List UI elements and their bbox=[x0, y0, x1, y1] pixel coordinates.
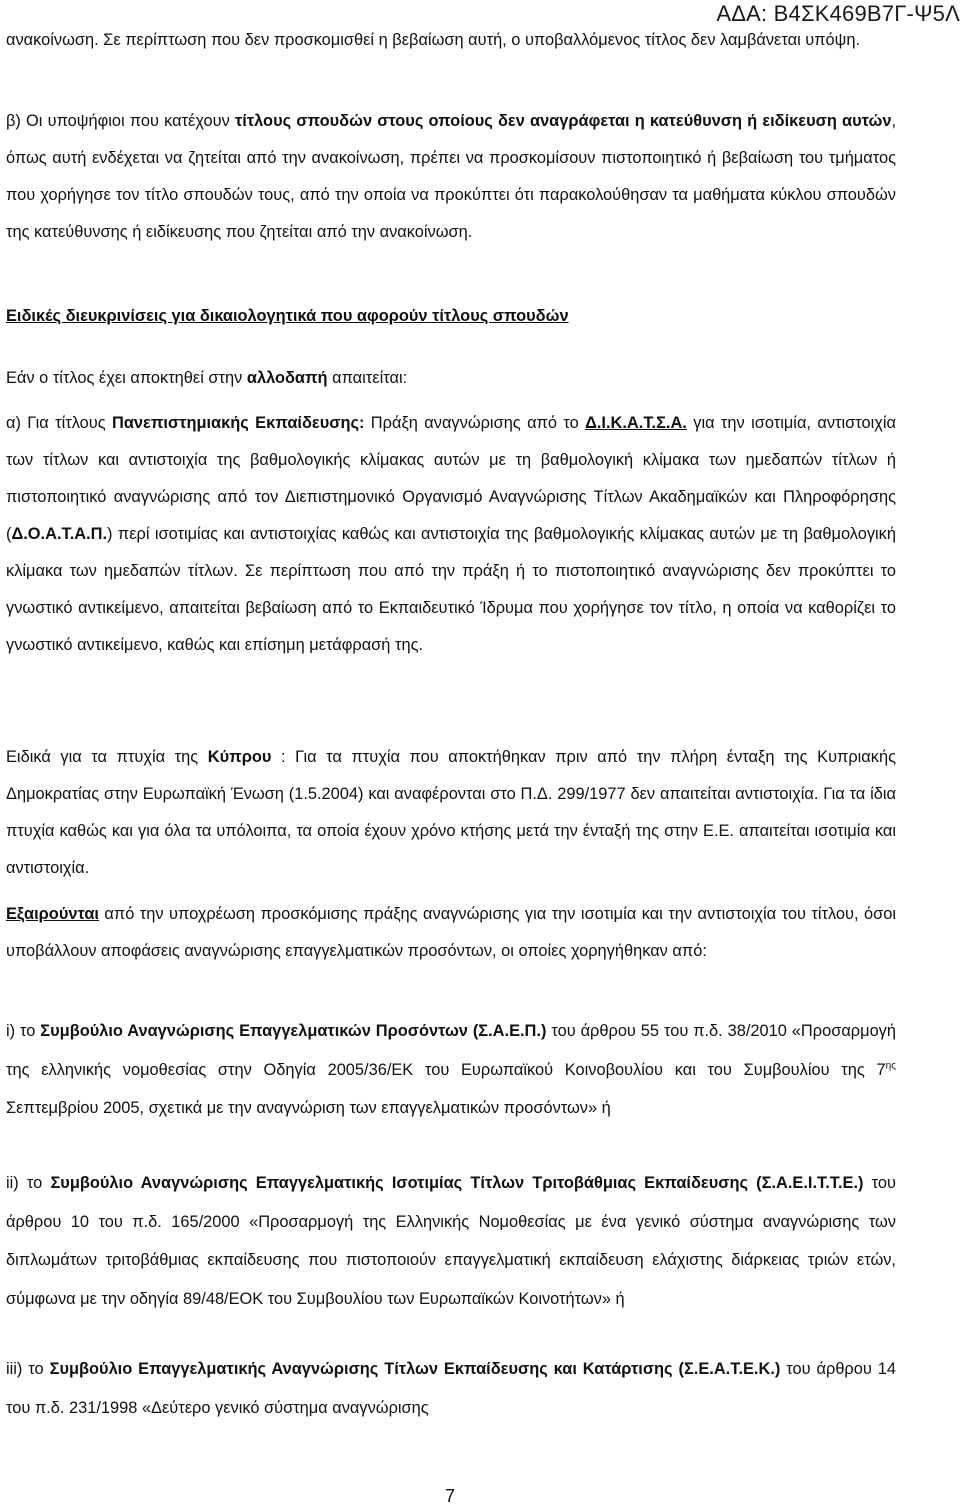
text: Πράξη αναγνώρισης από το bbox=[364, 414, 586, 432]
paragraph-continuation bbox=[6, 22, 896, 59]
bold-text: Συμβούλιο Αναγνώρισης Επαγγελματικής Ισοτιμίας Τίτλων Τριτοβάθμιας Εκπαίδευσης (Σ.Α.Ε.Ι.Τ.Τ.Ε.) bbox=[50, 1174, 864, 1192]
paragraph-ii-saeitte bbox=[6, 1164, 896, 1318]
paragraph-b bbox=[6, 103, 896, 251]
text: του άρθρου 55 του π.δ. 38/2010 «Προσαρμογή της ελληνικής νομοθεσίας στην Οδηγία 2005/36/ΕΚ του Ευρωπαϊκού Κοινοβουλίου και του Συμβουλίου της 7 bbox=[6, 1022, 896, 1079]
bold-underlined-text: Εξαιρούνται bbox=[6, 905, 99, 923]
text: i) το bbox=[6, 1022, 41, 1040]
superscript: ης bbox=[885, 1060, 896, 1072]
text: Εάν ο τίτλος έχει αποκτηθεί στην bbox=[6, 369, 247, 387]
paragraph-iii-seatek bbox=[6, 1350, 896, 1427]
text: , όπως αυτή ενδέχεται να ζητείται από την ανακοίνωση, πρέπει να προσκομίσουν πιστοποιητικό ή βεβαίωση του τμήματος που χορήγησε τον τίτλο σπουδών τους, από την οποία να προκύπτει ότι παρακολούθησαν τα μαθήματα κύκλου σπουδών της κατεύθυνσης ή ειδίκευσης που ζητείται από την ανακοίνωση. bbox=[6, 112, 897, 241]
bold-text: Συμβούλιο Αναγνώρισης Επαγγελματικών Προσόντων (Σ.Α.Ε.Π.) bbox=[40, 1022, 547, 1040]
bold-text: αλλοδαπή bbox=[246, 369, 328, 387]
text: iii) το bbox=[6, 1360, 50, 1378]
text: Σεπτεμβρίου 2005, σχετικά με την αναγνώριση των επαγγελματικών προσόντων» ή bbox=[6, 1099, 611, 1117]
section-heading: Ειδικές διευκρινίσεις για δικαιολογητικά που αφορούν τίτλους σπουδών bbox=[6, 307, 569, 325]
text: του άρθρου 14 του π.δ. 231/1998 «Δεύτερο γενικό σύστημα αναγνώρισης bbox=[6, 1360, 896, 1417]
text: Ειδικά για τα πτυχία της bbox=[6, 748, 208, 766]
text: από την υποχρέωση προσκόμισης πράξης αναγνώρισης για την ισοτιμία και την αντιστοιχία του τίτλου, όσοι υποβάλλουν αποφάσεις αναγνώρισης επαγγελματικών προσόντων, οι οποίες χορηγήθηκαν από: bbox=[6, 905, 896, 960]
paragraph-a-university bbox=[6, 405, 896, 664]
paragraph-cyprus bbox=[6, 739, 896, 887]
text: του άρθρου 10 του π.δ. 165/2000 «Προσαρμογή της Ελληνικής Νομοθεσίας με ένα γενικό σύστημα αναγνώρισης των διπλωμάτων τριτοβάθμιας εκπαίδευσης που πιστοποιούν επαγγελματική εκπαίδευση ελάχιστης διάρκειας τριών ετών, σύμφωνα με την οδηγία 89/48/ΕΟΚ του Συμβουλίου των Ευρωπαϊκών Κοινοτήτων» ή bbox=[6, 1174, 896, 1308]
bold-text: τίτλους σπουδών στους οποίους δεν αναγράφεται η κατεύθυνση ή ειδίκευση αυτών bbox=[234, 112, 892, 130]
text: απαιτείται: bbox=[327, 369, 408, 387]
text: ) περί ισοτιμίας και αντιστοιχίας καθώς και αντιστοιχία της βαθμολογικής κλίμακας αυτών με τη βαθμολογική κλίμακα των ημεδαπών τίτλων. Σε περίπτωση που από την πράξη ή το πιστοποιητικό αναγνώρισης δεν προκύπτει το γνωστικό αντικείμενο, απαιτείται βεβαίωση από το Εκπαιδευτικό Ίδρυμα που χορήγησε τον τίτλο, η οποία να καθορίζει το γνωστικό αντικείμενο, καθώς και επίσημη μετάφρασή της. bbox=[6, 525, 896, 654]
bold-text: Συμβούλιο Επαγγελματικής Αναγνώρισης Τίτλων Εκπαίδευσης και Κατάρτισης (Σ.Ε.Α.Τ.Ε.Κ.) bbox=[49, 1360, 781, 1378]
text: α) Για τίτλους bbox=[6, 414, 113, 432]
paragraph-exemptions bbox=[6, 896, 896, 970]
page-number: 7 bbox=[444, 1486, 455, 1506]
text: : Για τα πτυχία που αποκτήθηκαν πριν από την πλήρη ένταξη της Κυπριακής Δημοκρατίας στην Ευρωπαϊκή Ένωση (1.5.2004) και αναφέρονται στο Π.Δ. 299/1977 δεν απαιτείται αντιστοιχία. Για τα ίδια πτυχία καθώς και για όλα τα υπόλοιπα, τα οποία έχουν χρόνο κτήσης μετά την ένταξή της στην Ε.Ε. απαιτείται ισοτιμία και αντιστοιχία. bbox=[6, 748, 896, 877]
text: β) Οι υποψήφιοι που κατέχουν bbox=[6, 112, 235, 130]
bold-text: Πανεπιστημιακής Εκπαίδευσης: bbox=[112, 414, 365, 432]
paragraph-abroad bbox=[6, 360, 896, 397]
text: για την ισοτιμία, αντιστοιχία των τίτλων και αντιστοιχία της βαθμολογικής κλίμακας αυτών με τη βαθμολογική κλίμακα των ημεδαπών τίτλων ή πιστοποιητικό αναγνώρισης από τον Διεπιστημονικό Οργανισμό Αναγνώρισης Τίτλων Ακαδημαϊκών και Πληροφόρησης ( bbox=[6, 414, 896, 543]
bold-text: Κύπρου bbox=[207, 748, 272, 766]
bold-text: Δ.Ο.Α.Τ.Α.Π. bbox=[11, 525, 108, 543]
paragraph-i-saep bbox=[6, 1012, 896, 1128]
text: ii) το bbox=[6, 1174, 51, 1192]
text: ανακοίνωση. Σε περίπτωση που δεν προσκομισθεί η βεβαίωση αυτή, ο υποβαλλόμενος τίτλος δεν λαμβάνεται υπόψη. bbox=[6, 31, 861, 49]
bold-underlined-text: Δ.Ι.Κ.Α.Τ.Σ.Α. bbox=[585, 414, 687, 432]
ada-code: ΑΔΑ: Β4ΣΚ469Β7Γ-Ψ5Λ bbox=[716, 1, 960, 26]
